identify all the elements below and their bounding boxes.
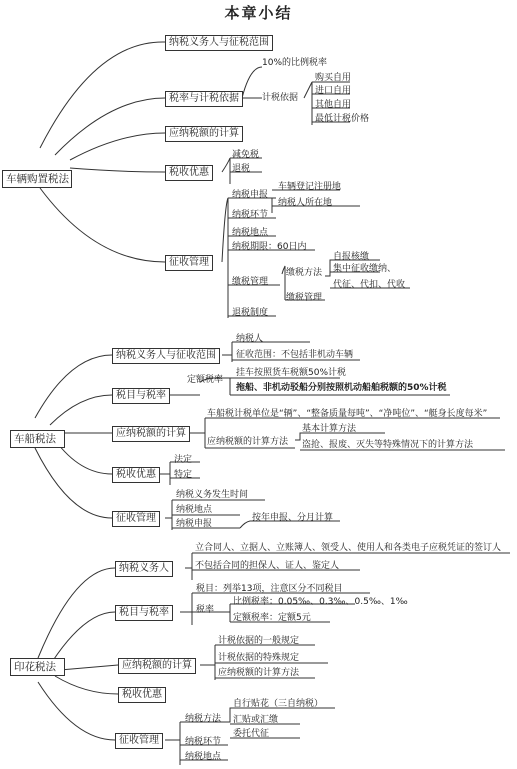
leaf-incentive: 退税 <box>232 164 251 174</box>
leaf-basis: 计税依据 <box>262 93 299 103</box>
leaf-payment-method: 纳税方法 <box>185 714 222 724</box>
leaf-calc-item: 应纳税额的计算方法 <box>218 668 300 678</box>
node-taxpayer-scope: 纳税义务人与征收范围 <box>112 348 220 364</box>
leaf-tax-place: 纳税地点 <box>185 752 222 762</box>
leaf-basis-item: 购买自用 <box>315 73 352 83</box>
leaf-tax-period: 纳税期限：60日内 <box>232 242 307 252</box>
leaf-tax-report: 纳税申报 <box>232 190 269 200</box>
leaf-basis-item: 其他自用 <box>315 100 352 110</box>
page-title: 本章小结 <box>224 4 293 22</box>
leaf-basis-item: 最低计税价格 <box>315 114 370 124</box>
leaf-payment-method: 缴税方法 <box>286 268 323 278</box>
leaf-method-item: 自行贴花（三自纳税） <box>233 699 324 709</box>
node-items-rates: 税目与税率 <box>115 605 173 621</box>
root-node-vehicle-vessel-tax: 车船税法 <box>10 430 65 448</box>
node-tax-calculation: 应纳税额的计算 <box>165 126 243 142</box>
leaf-report-note: 按年申报、分月计算 <box>252 513 334 523</box>
root-node-vehicle-purchase-tax: 车辆购置税法 <box>2 170 72 188</box>
node-tax-incentives: 税收优惠 <box>112 467 160 483</box>
node-tax-calculation: 应纳税额的计算 <box>112 426 190 442</box>
leaf-basis-item: 进口自用 <box>315 86 352 96</box>
node-rate-basis: 税率与计税依据 <box>165 91 243 107</box>
leaf-refund-system: 退税制度 <box>232 308 269 318</box>
leaf-tax-link: 纳税环节 <box>232 210 269 220</box>
root-node-stamp-tax: 印花税法 <box>10 658 65 676</box>
leaf-collection-item: 纳税地点 <box>176 505 213 515</box>
leaf-calc-item: 盗抢、报废、灭失等特殊情况下的计算方法 <box>302 440 474 450</box>
leaf-method-item: 汇贴或汇缴 <box>233 715 279 725</box>
leaf-rate-item: 拖船、非机动驳船分别按照机动船舶税额的50%计税 <box>236 383 447 393</box>
node-items-rates: 税目与税率 <box>112 388 170 404</box>
leaf-method-item: 委托代征 <box>233 729 270 739</box>
leaf-taxpayer-item: 立合同人、立据人、立账簿人、领受人、使用人和各类电子应税凭证的签订人 <box>195 543 502 553</box>
leaf-tax-unit: 车船税计税单位是“辆”、“整备质量每吨”、“净吨位”、“艇身长度每米” <box>207 409 488 419</box>
leaf-incentive: 特定 <box>174 470 193 480</box>
leaf-calc-item: 计税依据的一般规定 <box>218 636 300 646</box>
leaf-payment-management-2: 缴税管理 <box>286 293 323 303</box>
leaf-calc-method: 应纳税额的计算方法 <box>207 437 289 447</box>
leaf-tax-items: 税目：列举13项，注意区分不同税目 <box>196 584 343 594</box>
node-tax-incentives: 税收优惠 <box>165 165 213 181</box>
leaf-method-item: 集中征收缴纳、 <box>333 264 397 274</box>
node-collection-management: 征收管理 <box>112 511 160 527</box>
leaf-calc-item: 计税依据的特殊规定 <box>218 653 300 663</box>
node-collection-management: 征收管理 <box>165 255 213 271</box>
leaf-report-item: 车辆登记注册地 <box>278 182 342 192</box>
leaf-report-item: 纳税人所在地 <box>278 198 333 208</box>
leaf-collection-item: 纳税义务发生时间 <box>176 490 249 500</box>
node-collection-management: 征收管理 <box>115 733 163 749</box>
leaf-taxpayer-item: 不包括合同的担保人、证人、鉴定人 <box>195 561 340 571</box>
leaf-scope: 征收范围：不包括非机动车辆 <box>236 350 354 360</box>
node-tax-incentives: 税收优惠 <box>118 687 166 703</box>
node-taxpayer-scope: 纳税义务人与征税范围 <box>165 35 273 51</box>
leaf-fixed-rate: 定额税率 <box>187 375 224 385</box>
leaf-taxpayer: 纳税人 <box>236 334 264 344</box>
leaf-calc-item: 基本计算方法 <box>302 424 357 434</box>
leaf-tax-place: 纳税地点 <box>232 228 269 238</box>
leaf-rate-item: 定额税率：定额5元 <box>233 613 311 623</box>
node-tax-calculation: 应纳税额的计算 <box>118 658 196 674</box>
node-taxpayer: 纳税义务人 <box>115 561 173 577</box>
leaf-method-item: 代征、代扣、代收 <box>333 280 406 290</box>
leaf-rate: 10%的比例税率 <box>262 58 328 68</box>
leaf-incentive: 减免税 <box>232 150 260 160</box>
leaf-payment-management: 缴税管理 <box>232 277 269 287</box>
leaf-method-item: 自报核缴 <box>333 252 370 262</box>
leaf-tax-rate: 税率 <box>196 605 215 615</box>
leaf-tax-link: 纳税环节 <box>185 737 222 747</box>
leaf-incentive: 法定 <box>174 455 193 465</box>
leaf-rate-item: 比例税率：0.05‰、0.3‰、0.5‰、1‰ <box>233 597 408 607</box>
leaf-collection-item: 纳税申报 <box>176 519 213 529</box>
leaf-rate-item: 挂车按照货车税额50%计税 <box>236 368 347 378</box>
